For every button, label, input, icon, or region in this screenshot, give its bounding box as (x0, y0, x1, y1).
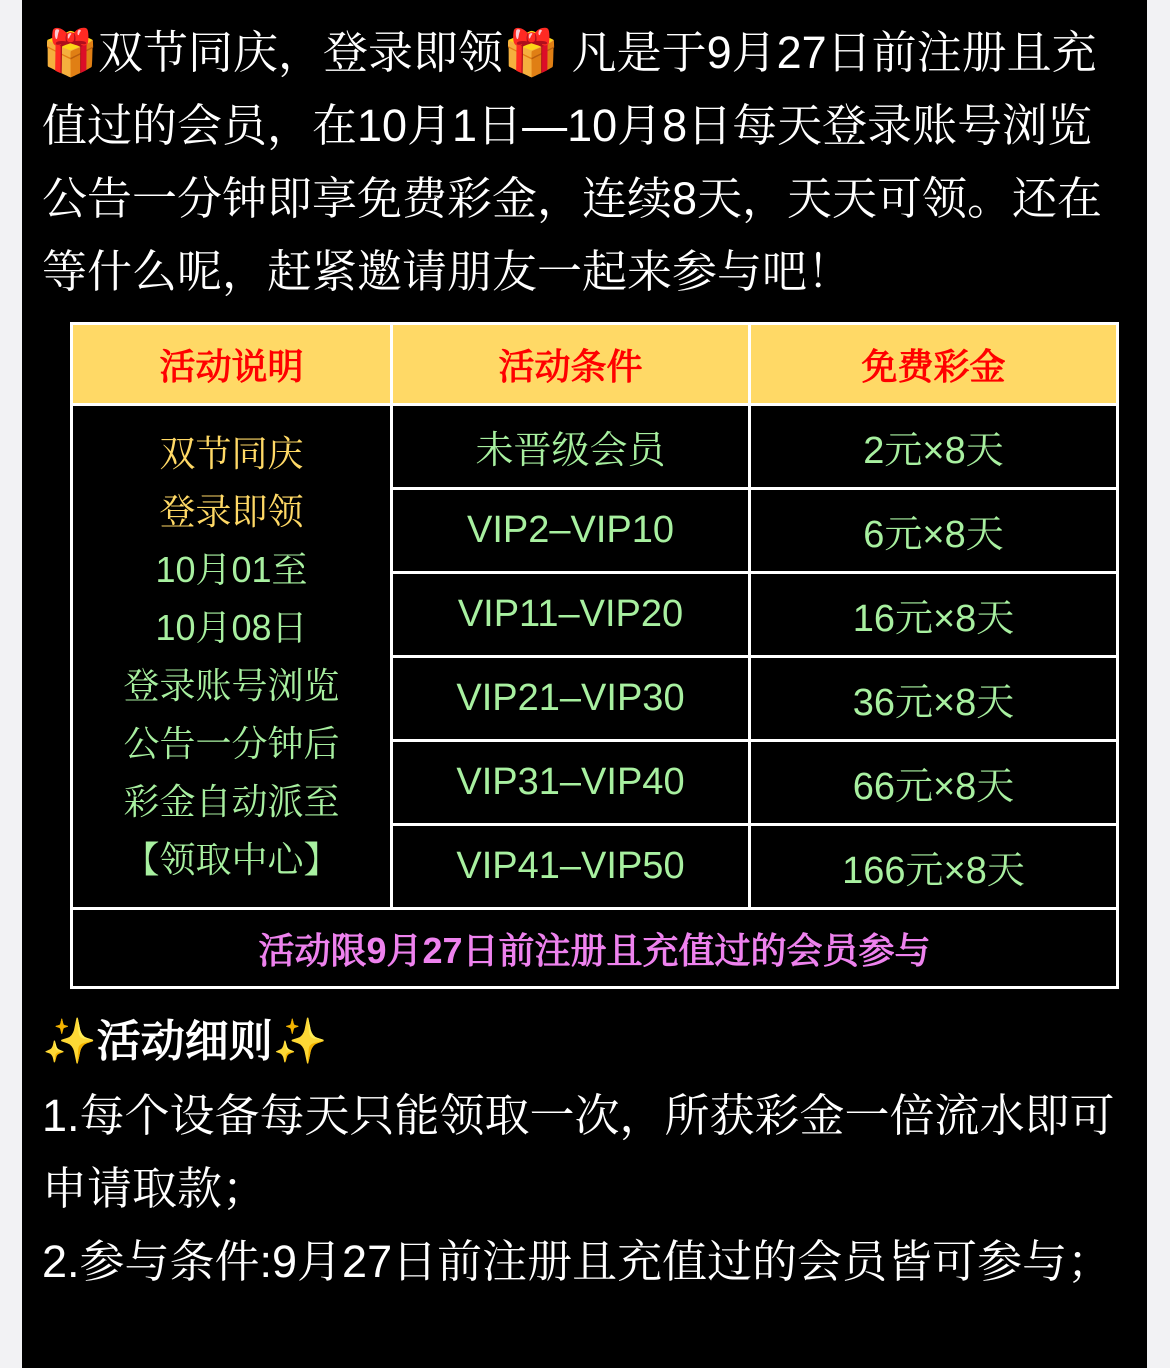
table-header-row (72, 324, 1118, 405)
description-line: 双节同庆 (159, 432, 304, 474)
row-condition: VIP2–VIP10 (392, 489, 750, 573)
row-condition: VIP41–VIP50 (392, 825, 750, 909)
description-line: 登录账号浏览 (123, 664, 340, 706)
row-condition: VIP11–VIP20 (392, 573, 750, 657)
promo-table (70, 322, 1119, 989)
rule-item: 2.参与条件:9月27日前注册且充值过的会员皆可参与； (42, 1236, 1113, 1287)
row-condition: VIP31–VIP40 (392, 741, 750, 825)
row-condition: 未晋级会员 (392, 405, 750, 489)
table-footnote-row (72, 909, 1118, 988)
promo-description-cell (72, 405, 392, 909)
promo-card (22, 0, 1147, 1368)
description-line: 公告一分钟后 (123, 722, 340, 764)
description-line: 10月08日 (155, 606, 308, 648)
table-header-condition: 活动条件 (392, 324, 750, 405)
rules-list (42, 1079, 1127, 1298)
description-line: 登录即领 (159, 490, 304, 532)
table-row (72, 405, 1118, 489)
row-prize: 2元×8天 (750, 405, 1118, 489)
row-prize: 166元×8天 (750, 825, 1118, 909)
row-prize: 16元×8天 (750, 573, 1118, 657)
description-line: 【领取中心】 (123, 838, 340, 880)
description-line: 彩金自动派至 (123, 780, 340, 822)
promo-intro-text: 🎁双节同庆，登录即领🎁 凡是于9月27日前注册且充值过的会员，在10月1日—10月8日每天登录账号浏览公告一分钟即享免费彩金，连续8天，天天可领。还在等什么呢，赶紧邀请朋友一起来参与吧！ (42, 27, 1103, 297)
table-header-prize: 免费彩金 (750, 324, 1118, 405)
promo-footnote: 活动限9月27日前注册且充值过的会员参与 (72, 909, 1118, 988)
row-prize: 36元×8天 (750, 657, 1118, 741)
rules-title-text: 活动细则 (96, 1017, 273, 1066)
description-line: 10月01至 (155, 548, 308, 590)
rule-item: 1.每个设备每天只能领取一次，所获彩金一倍流水即可申请取款； (42, 1090, 1115, 1214)
row-condition: VIP21–VIP30 (392, 657, 750, 741)
rules-title (42, 1011, 1127, 1073)
sparkle-icon: ✨ (272, 1017, 328, 1066)
table-header-description: 活动说明 (72, 324, 392, 405)
row-prize: 66元×8天 (750, 741, 1118, 825)
row-prize: 6元×8天 (750, 489, 1118, 573)
sparkle-icon: ✨ (42, 1017, 97, 1066)
